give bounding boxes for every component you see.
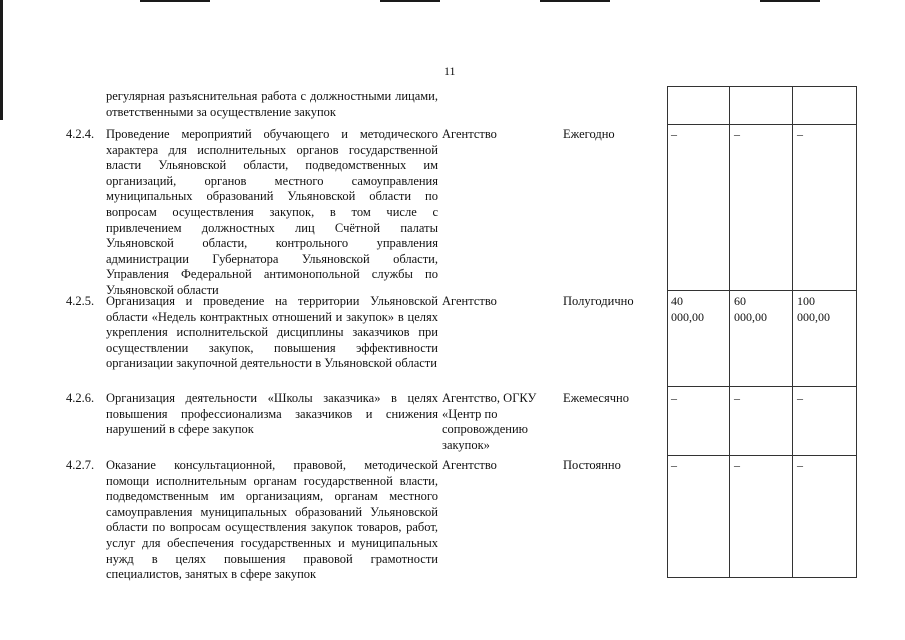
row-description: Проведение мероприятий обучающего и методического характера для исполнительных органов государственной власти Ульяновской области, подведомственных им организаций, органов местного самоуправления муниципальных образований Ульяновской области по вопросам осуществления закупок, в том числе с привлечением должностных лиц Счётной палаты Ульяновской области, контрольного управления администрации Губернатора Ульяновской области, Управления Федеральной антимонопольной службы по Ульяновской области	[106, 127, 438, 297]
row-value-3: –	[797, 458, 803, 472]
row-executor: Агентство	[442, 294, 497, 308]
page-number: 11	[444, 64, 456, 78]
row-value-2: –	[734, 391, 740, 405]
row-executor: Агентство	[442, 127, 497, 141]
row-description: Оказание консультационной, правовой, методической помощи исполнительным органам государственной власти, подведомственным им организациям, органам местного самоуправления муниципальных образований Ульяновской области по вопросам осуществления закупок товаров, работ, услуг для обеспечения государственных и муниципальных нужд в целях повышения правовой грамотности специалистов, занятых в сфере закупок	[106, 458, 438, 582]
row-value-3: 100 000,00	[797, 294, 830, 324]
row-value-2: –	[734, 127, 740, 141]
row-number: 4.2.5.	[66, 294, 95, 308]
row-value-1: 40 000,00	[671, 294, 704, 324]
row-period: Ежегодно	[563, 127, 615, 141]
row-executor: Агентство, ОГКУ «Центр по сопровождению закупок»	[442, 391, 537, 452]
row-value-1: –	[671, 127, 677, 141]
row-value-1: –	[671, 391, 677, 405]
scan-edge-mark	[140, 0, 210, 2]
row-period: Постоянно	[563, 458, 621, 472]
row-value-2: 60 000,00	[734, 294, 767, 324]
row-value-3: –	[797, 127, 803, 141]
row-period: Полугодично	[563, 294, 634, 308]
row-value-2: –	[734, 458, 740, 472]
row-period: Ежемесячно	[563, 391, 629, 405]
row-number: 4.2.4.	[66, 127, 95, 141]
scan-edge-mark	[380, 0, 440, 2]
row-value-1: –	[671, 458, 677, 472]
row-number: 4.2.6.	[66, 391, 95, 405]
row-executor: Агентство	[442, 458, 497, 472]
row-description: Организация деятельности «Школы заказчика» в целях повышения профессионализма заказчиков и снижения нарушений в сфере закупок	[106, 391, 438, 437]
row-description: регулярная разъяснительная работа с должностными лицами, ответственными за осуществление закупок	[106, 89, 438, 119]
row-description: Организация и проведение на территории Ульяновской области «Недель контрактных отношений и закупок» в целях укрепления исполнительской дисциплины заказчиков при осуществлении закупок, повышения эффективности организации закупочной деятельности в Ульяновской области	[106, 294, 438, 371]
scan-edge-mark	[0, 0, 3, 120]
scan-edge-mark	[760, 0, 820, 2]
row-value-3: –	[797, 391, 803, 405]
scan-edge-mark	[540, 0, 610, 2]
row-number: 4.2.7.	[66, 458, 95, 472]
